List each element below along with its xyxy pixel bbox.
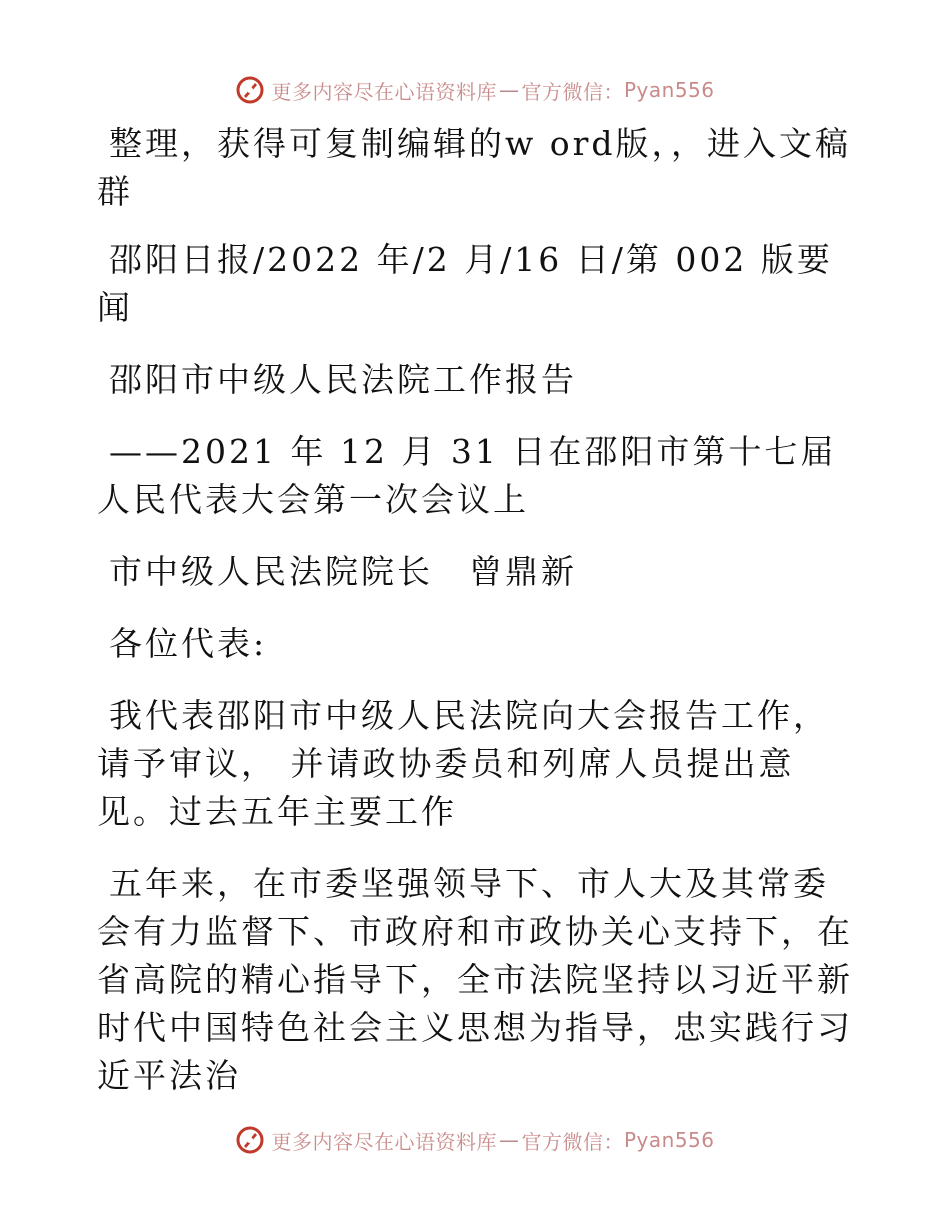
quill-logo-icon: [235, 1125, 265, 1155]
paragraph-intro: 整理，获得可复制编辑的w ord版，，进入文稿群: [97, 124, 852, 211]
document-title: 邵阳市中级人民法院工作报告: [109, 360, 577, 399]
paragraph-source: 邵阳日报/2022 年/2 月/16 日/第 002 版要闻: [97, 240, 833, 327]
paragraph-body: 五年来，在市委坚强领导下、市人大及其常委会有力监督下、市政府和市政协关心支持下，在省高院的精心指导下，全市法院坚持以习近平新时代中国特色社会主义思想为指导，忠实践行习近平法治: [97, 864, 853, 1095]
salutation: 各位代表:: [109, 624, 268, 663]
watermark-text: 更多内容尽在心语资料库: [271, 1129, 497, 1154]
watermark-header: [0, 70, 950, 110]
watermark-dash: —: [498, 1128, 520, 1152]
document-subtitle: ——2021 年 12 月 31 日在邵阳市第十七届人民代表大会第一次会议上: [97, 432, 837, 519]
watermark-footer: [0, 1120, 950, 1160]
quill-logo-icon: [235, 75, 265, 105]
document-body: [97, 120, 857, 1124]
watermark-text: 更多内容尽在心语资料库: [271, 79, 497, 104]
author-line: 市中级人民法院院长 曾鼎新: [109, 552, 577, 591]
paragraph-opening: 我代表邵阳市中级人民法院向大会报告工作， 请予审议， 并请政协委员和列席人员提出意见。过去五年主要工作: [97, 696, 829, 831]
watermark-label: 官方微信：: [521, 1129, 624, 1154]
watermark-dash: —: [498, 78, 520, 102]
watermark-handle: Pyan556: [623, 78, 715, 102]
watermark-label: 官方微信：: [521, 79, 624, 104]
watermark-handle: Pyan556: [623, 1128, 715, 1152]
